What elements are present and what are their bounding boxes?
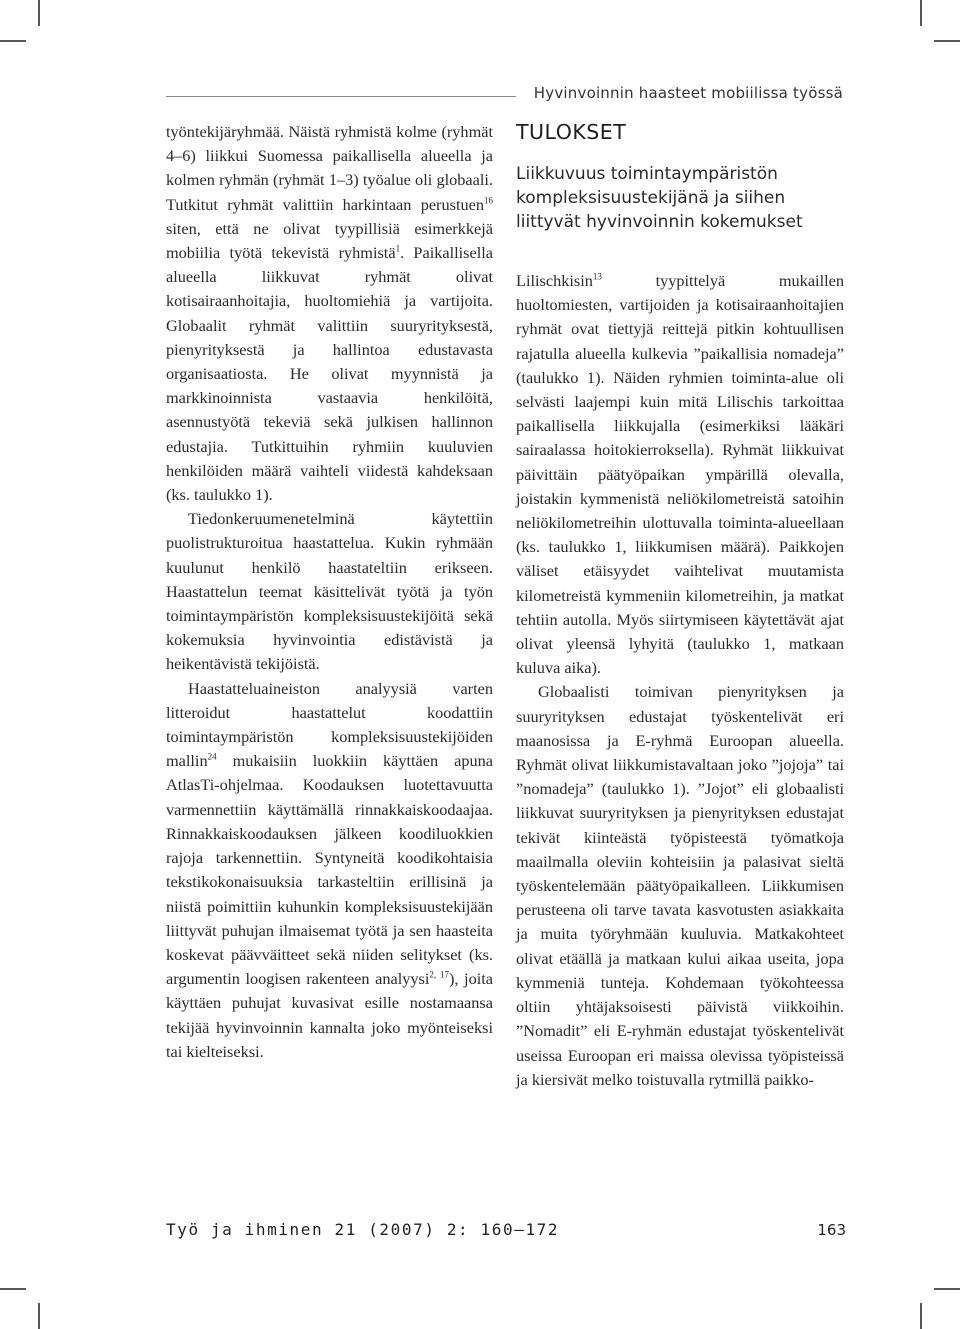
left-paragraph-1 (166, 120, 493, 507)
crop-mark (0, 40, 26, 42)
right-column (516, 269, 844, 1092)
crop-mark (920, 1303, 922, 1329)
page-number: 163 (817, 1221, 846, 1239)
text-run: ), joita käyttäen puhujat kuvasivat esille nostamaansa tekijää hyvinvoinnin kannalta joko myönteiseksi tai kielteiseksi. (166, 969, 493, 1061)
running-head: Hyvinvoinnin haasteet mobiilissa työssä (533, 84, 843, 102)
left-paragraph-2: Tiedonkeruumenetelminä käytettiin puolistrukturoitua haastattelua. Kukin ryhmään kuulunut henkilö haastateltiin erikseen. Haastattelun teemat käsittelivät työtä ja työn toimintaympäristön kompleksisuustekijöitä sekä kokemuksia hyvinvointia edistävistä ja heikentävistä tekijöistä. (166, 509, 493, 674)
text-run: Haastatteluaineiston analyysiä varten litteroidut haastattelut koodattiin toimintaympäristön kompleksisuustekijöiden mallin (166, 678, 493, 771)
crop-mark (0, 1288, 26, 1290)
crop-mark (934, 1288, 960, 1290)
text-run: tyypittelyä mukaillen huoltomiesten, vartijoiden ja kotisairaanhoitajien ryhmät ovat tiettyjä reittejä pitkin kohtuullisen rajatulla alueella kulkevia ”paikallisia nomadeja” (taulukko 1). Näiden ryhmien toiminta-alue oli selvästi laajempi kuin mitä Lilischis tarkoittaa paikallisella liikkujalla (esimerkiksi lääkäri sairaalassa hoitokierroksella). Ryhmät liikkuivat päivittäin päätyöpaikan ympärillä olevalla, joistakin kymmenistä neliökilometreistä satoihin neliökilometreihin ulottuvalla toiminta-alueellaan (ks. taulukko 1, liikkumisen määrä). Paikkojen väliset etäisyydet vaihtelivat muutamista kilometreistä kymmeniin kilometreihin, ja matkat tehtiin autolla. Myös siirtymiseen käytettävät ajat olivat yleensä lyhyitä (taulukko 1, matkaan kuluva aika). (516, 271, 844, 678)
citation-ref: 1 (395, 243, 401, 254)
left-column (166, 120, 493, 1064)
crop-mark (38, 0, 40, 26)
header-rule (166, 96, 516, 97)
citation-ref: 16 (484, 195, 493, 206)
citation-ref: 13 (592, 271, 602, 282)
right-paragraph-2: Globaalisti toimivan pienyrityksen ja suuryrityksen edustajat työskentelivät eri maanosissa ja E-ryhmä Euroopan alueella. Ryhmät olivat liikkumistavaltaan joko ”jojoja” tai ”nomadeja” (taulukko 1). ”Jojot” eli globaalisti liikkuvat suuryrityksen ja pienyrityksen edustajat tekivät kiinteästä työpisteestä työmatkoja maailmalla oleviin kohteisiin ja palasivat sieltä työskentelemään päätyöpaikalleen. Liikkumisen perusteena oli tarve tavata kasvotusten asiakkaita ja muita työryhmään kuuluvia. Matkakohteet olivat etäällä ja matkaan kului aikaa useita, jopa kymmeniä tunteja. Kohdemaan työkohteessa oltiin yhtäjaksoisesti päivistä viikkoihin. ”Nomadit” eli E-ryhmän edustajat työskentelivät useissa Euroopan eri maissa olevissa työpisteissä ja kiersivät melko toistuvalla rytmillä paikko- (516, 682, 844, 1089)
text-run: työntekijäryhmää. Näistä ryhmistä kolme (ryhmät 4–6) liikkui Suomessa paikallisella alueella ja kolmen ryhmän (ryhmät 1–3) työalue oli globaali. Tutkitut ryhmät valittiin harkintaan perustuen (166, 122, 493, 214)
citation-ref: 24 (207, 751, 217, 762)
right-paragraph-1 (516, 269, 844, 680)
text-run: mukaisiin luokkiin käyttäen apuna AtlasTi-ohjelmaa. Koodauksen luotettavuutta varmennettiin käyttämällä rinnakkaiskoodaajaa. Rinnakkaiskoodauksen jälkeen koodiluokkien rajoja tarkennettiin. Syntyneitä koodikohtaisia tekstikokonaisuuksia tarkasteltiin erillisinä ja niistä poimittiin kuhunkin kompleksisuustekijään liittyvät puhujan ilmaisemat työtä ja sen haasteita koskevat päävväitteet sekä niiden selitykset (ks. argumentin loogisen rakenteen analyysi (166, 751, 493, 989)
text-run: . Paikallisella alueella liikkuvat ryhmät olivat kotisairaanhoitajia, huoltomiehiä ja vartijoita. Globaalit ryhmät valittiin suuryrityksestä, pienyrityksestä ja hallintoa edustavasta organisaatiosta. He olivat myynnistä ja markkinoinnista vastaavia henkilöitä, asennustyötä tekeviä sekä julkisen hallinnon edustajia. Tutkittuihin ryhmiin kuuluvien henkilöiden määrä vaihteli viidestä kahdeksaan (ks. taulukko 1). (166, 243, 494, 505)
crop-mark (38, 1303, 40, 1329)
crop-mark (934, 40, 960, 42)
crop-mark (920, 0, 922, 26)
text-run: Lilischkisin (516, 271, 593, 290)
left-paragraph-3 (166, 677, 493, 1064)
citation-ref: 2, 17 (429, 969, 449, 980)
text-run: siten, että ne olivat tyypillisiä esimerkkejä mobiilia työtä tekevistä ryhmistä (166, 218, 493, 263)
subsection-title: Liikkuvuus toimintaympäristön kompleksisuustekijänä ja siihen liittyvät hyvinvoinnin kokemukset (516, 164, 803, 232)
journal-citation: Työ ja ihminen 21 (2007) 2: 160–172 (166, 1220, 560, 1239)
section-title: TULOKSET (516, 120, 627, 144)
